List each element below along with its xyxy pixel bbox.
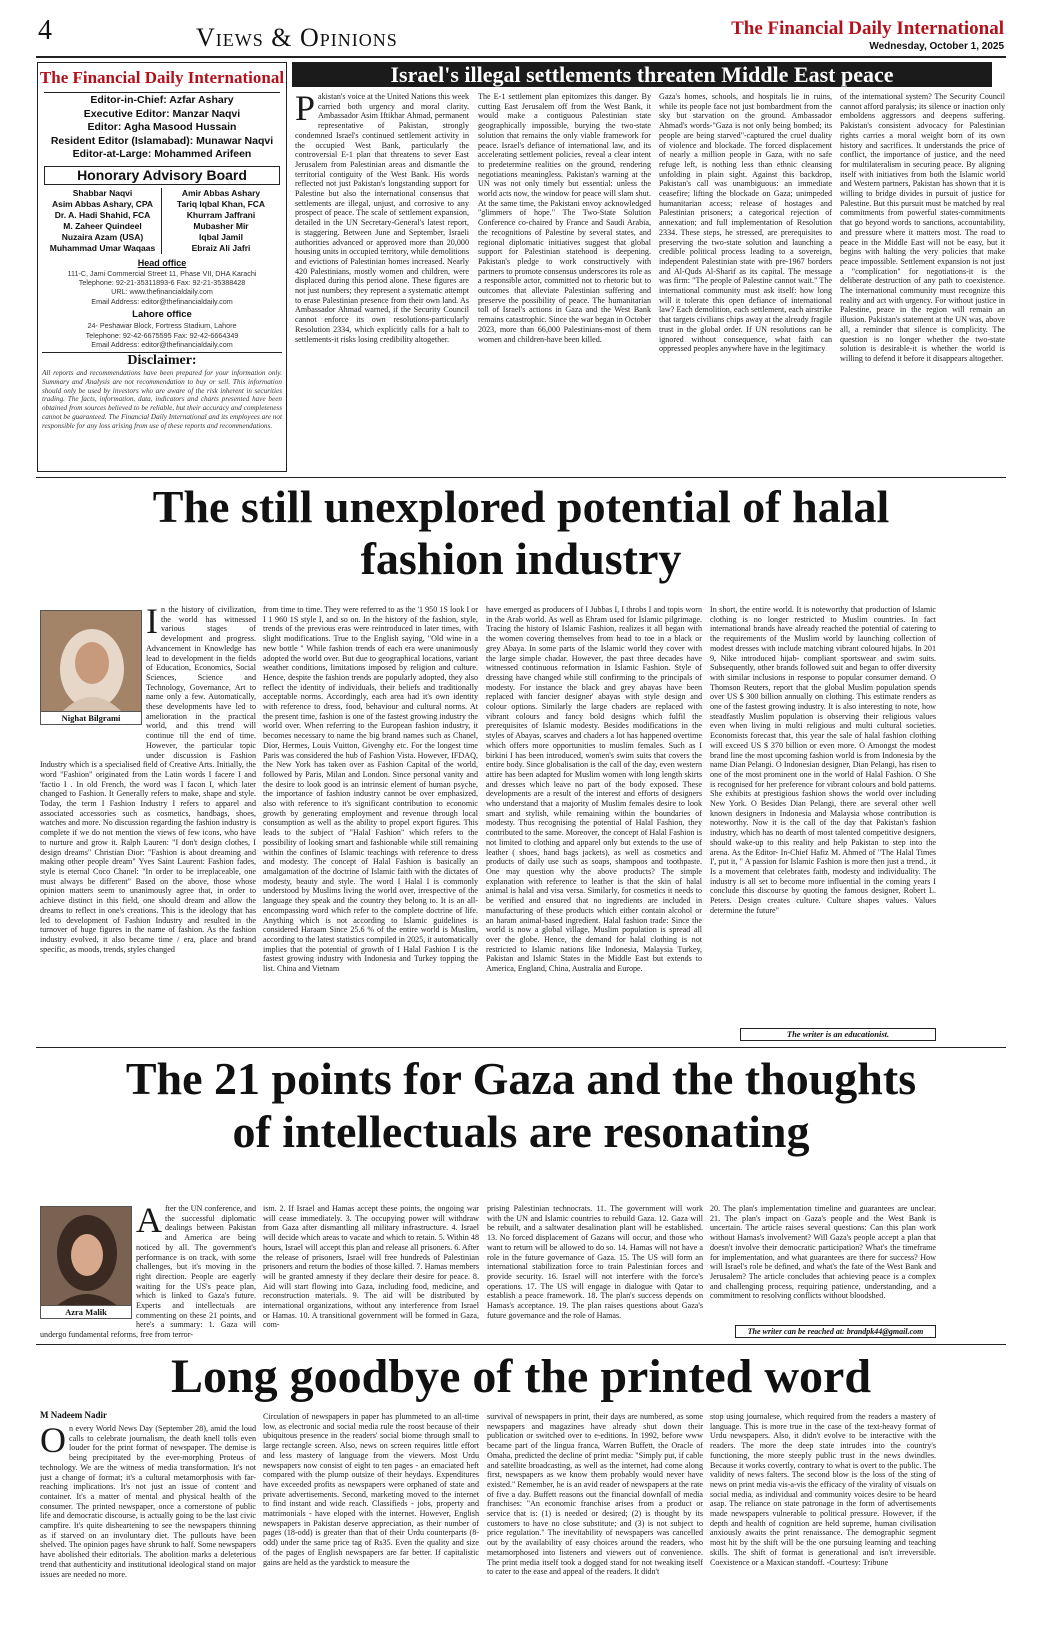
- advisor-name: Amir Abbas Ashary: [181, 187, 261, 198]
- photo-spacer: [40, 1204, 136, 1321]
- headline-line: The still unexplored potential of halal: [152, 481, 890, 532]
- advisor-name: Khurram Jaffrani: [186, 209, 256, 220]
- editor-line: Resident Editor (Islamabad): Munawar Naqvi: [50, 134, 274, 147]
- address-line: Email Address: editor@thefinancialdaily.com: [91, 296, 233, 306]
- article3-headline: [36, 1052, 1006, 1158]
- article1-column: of the international system? The Security Council cannot afford paralysis; its silence or inaction only emboldens aggressors and deepens suffering. Pakistan's consistent advocacy for Palestinian rights carries a moral weight born of its own history and sacrifices. It understands the price of conflict, the importance of justice, and the need for multilateralism in securing peace. By aligning itself with initiatives from both the Islamic world and Western partners, Pakistan has shown that it is willing to bridge divides in pursuit of justice for Palestine. But this pursuit must be matched by real commitments from powerful states-commitments that go beyond words to sanctions, accountability, and pressure where it matters most. The road to peace in the Middle East will not be easy, but it begins with halting the very policies that make peace impossible. Settlement expansion is not just a "complication" for negotiations-it is the deliberate destruction of any path to coexistence. The international community must recognize this reality and act with urgency. For without justice in Palestine, peace in the region will remain an illusion. Pakistan's statement at the UN was, above all, a reminder that silence is complicity. The question is no longer whether the two-state solution is desirable-it is whether the world is willing to defend it before it disappears altogether.: [840, 92, 1005, 363]
- photo-spacer: [40, 605, 146, 757]
- advisor-name: Mubasher Mir: [193, 220, 249, 231]
- section-title: Views & Opinions: [196, 23, 398, 52]
- article3-column: 20. The plan's implementation timeline and guarantees are unclear. 21. The plan's impact on Gaza's people and the West Bank is uncertain. The article raises several questions: Can this plan work without Hamas's involvement? Will Gaza's people accept a plan that doesn't involve their democratic participation? What's the timeframe for implementation, and what guarantees are there for success? How will Israel's role be defined, and what's the fate of the West Bank and Jerusalem? The article concludes that achieving peace is a complex and challenging process, requiring patience, understanding, and a commitment to resolving conflicts without bloodshed.: [710, 1204, 936, 1301]
- address-line: Telephone: 92-42-6675595 Fax: 92-42-6664349: [85, 330, 239, 340]
- disclaimer-text: All reports and recommendations have been prepared for your information only. Summary and Analysis are not recommendation to buy or sell. This information should only be used by investors who are aware of the risk inherent in securities trading. The facts, information, data, indicators and charts presented have been obtained from sources believed to be reliable, but their accuracy and completeness cannot be guaranteed. The Financial Daily International and its employees are not responsible for any loss arising from use of these reports and recommendations.: [42, 369, 282, 430]
- headline-line: The 21 points for Gaza and the thoughts: [125, 1053, 917, 1104]
- advisory-board: [44, 188, 280, 254]
- advisor-name: Tariq Iqbal Khan, FCA: [176, 198, 266, 209]
- header-rule: [36, 56, 1006, 58]
- section-rule: [36, 477, 1006, 478]
- header-date: Wednesday, October 1, 2025: [869, 41, 1004, 52]
- address-line: URL: www.thefinancialdaily.com: [111, 287, 213, 297]
- advisor-name: Asim Abbas Ashary, CPA: [51, 198, 154, 209]
- editor-line: Editor-at-Large: Mohammed Arifeen: [72, 148, 252, 160]
- headline-line: fashion industry: [360, 533, 682, 584]
- editors-list: [38, 94, 286, 162]
- address-line: Telephone: 92-21-35311893-6 Fax: 92-21-35388428: [78, 277, 246, 287]
- address-line: Email Address: editor@thefinancialdaily.com: [91, 339, 233, 349]
- dropcap: P: [295, 92, 316, 128]
- editor-line: Editor: Agha Masood Hussain: [87, 121, 237, 133]
- advisory-title: Honorary Advisory Board: [44, 166, 280, 185]
- header-paper-name: The Financial Daily International: [731, 18, 1004, 39]
- article2-column: In short, the entire world. It is noteworthy that production of Islamic clothing is no longer restricted to Muslim countries. In fact international brands have already reached the potential of catering to the requirements of the Muslim world by launching collection of modest dresses with include matching vibrant coloured hijabs. In 201 9, Nike introduced hijab- compliant sportswear and swim suits. Subsequently, other brands followed suit and began to offer diversity with similar inclusions in response to popular consumer demand. O Thomson Reuters, report that the global Muslim population spends over US $ 300 billion annually on clothing. This estimate renders as one of the fastest growing industry. It is also interesting to note, how steadfastly Muslim population is observing their religious values even when living in multi religious and multi cultural societies. Economists forecast that, this year the sale of halal fashion clothing will exceed US $ 370 billion or even more. O Amongst the modest brand line the most upcoming fashion world is from Indonesia by the name Dian Pelangi. O Indonesian designer, Dian Pelangi, has risen to one of the most prominent one in the world of Halal Fashion. O She is recognised for her preference for vibrant colours and bold patterns. She exhibits at prestigious fashion shows the world over including New York. O Besides Dian Pelangi, there are several other well known designers in Indonesia and Malaysia whose contribution is noteworthy. Now it is the call of the day that Pakistan's fashion industry, which has no dearth of most talented competitive designers, should wake-up to this reality and help Pakistan to step into the arena. As the Editor- In-Chief Hafiz M. Ahmed of "The Halal Times I', put it, " A passion for Islamic Fashion is more then just a trend., .it Is a movement that celebrates faith, modesty and individuality. The industry is all set to become more influential in the coming years I conclude this discourse by quoting the famous designer, Robert L. Peters. Design creates culture. Culture shapes values. Values determine the future": [710, 605, 936, 915]
- editor-line: Executive Editor: Manzar Naqvi: [83, 107, 241, 120]
- article2-headline: [36, 481, 1006, 585]
- masthead-paper-name: The Financial Daily International: [39, 68, 285, 87]
- article1-headline: Israel's illegal settlements threaten Middle East peace: [292, 62, 992, 87]
- article2-column: In the history of civilization, the world has witnessed various stages of development and progress. Advancement in Knowledge has lead to development in the fields of Education, Economics, Social Sciences, Science and Technology, Governance, Art to name only a few. Automatically, these developments have led to amelioration in the practical world, and this trend will continue till the end of time. However, the particular topic under discussion is Fashion Industry which is a specialised field of Creative Arts. Initially, the word "Fashion" originated from the Latin words I facere I and 'factio I . In old French, the word was I facon I, which later changed to Fashion. It Generally refers to make, shape and style. Today, the term I Fashion Industry I refers to apparel and associated accessories such as cosmetics, handbags, shoes, watches and more. No discussion regarding the fashion industry is complete if we do not mention the views of few icons, who have to nurture and grow it. Ralph Lauren: "I don't design clothes, I design dreams" Christian Dior: "Fashion is about dreaming and making other people dream" Yves Saint Laurent: Fashion fades, style is eternal Coco Chanel: "In order to be irreplaceable, one must always be different" Based on the above, those whose opinion matters seem to unanimously agree that, in order to achieve distinct in this field, one should dream and allow the dreams to reflect in one's creations. This is the ideology that has led to development of Fashion Industry and resulted in the turnover of huge figures in the name of fashion. As the fashion industry evolved, it also became time / era, place and brand specific, as moods, trends, styles changed: [40, 605, 256, 954]
- advisory-left-column: [44, 188, 162, 254]
- article2-column: from time to time. They were referred to as the '1 950 1S look I or I 1 960 1S style I, and so on. In the history of the fashion, style, trends of the previous eras were reintroduced in later times, with slight modifications. True to the English saying, "Old wine in a new bottle " While fashion trends of each era were unanimously adopted the world over. But due to geographical locations, variant weather conditions, limitations imposed by religion and culture. Hence, despite the fashion trends are popularly adopted, they also reflect the identity of individuals, their beliefs and traditionally acceptable norms. Accordingly, each area had it's own identity with reference to dress, food, behaviour and cultural norms. At the present time, fashion is one of the fastest growing industry the world over. When referring to the European fashion industry, it becomes necessary to name the big brand names such as Chanel, Dior, Hermes, Louis Vuitton, Givenghy etc. For the longest time Paris was considered the hub of Fashion Vista. However, IFDAQ, the New York has taken over as Fashion Capital of the world, followed by Paris, Milan and London. Since personal vanity and the desire to look good is an intrinsic element of human psyche, the importance of fashion industry cannot be over emphasized, also with reference to it's significant contribution to economic growth by generating employment and revenue through local consumption as well as the ability to propel export figures. This leads to the subject of "Halal Fashion" which refers to the possibility of looking smart and fashionable while still remaining within the confines of Islamic teachings with reference to dress and modesty. The concept of Halal Fashion is basically an amalgamation of the doctrine of Islamic faith with the dictates of modesty, beauty and style. The word I Halal I is commonly understood by Muslims living the world over, irrespective of the language they speak and the country they belong to. It is an all-encompassing word which refer to the complete doctrine of life. Anything which is not according to Islamic guidelines is considered Haraam Since 25.6 % of the entire world is Muslim, according to the latest statistics compiled in 2025, it automatically implies that the potential of growth of I Halal Fashion I is the fastest growing industry with Indonesia and Turkey topping the list. China and Vietnam: [263, 605, 478, 974]
- advisor-name: Ebraiz Ali Jafri: [191, 242, 251, 253]
- disclaimer-box: [42, 352, 282, 430]
- article4-column: survival of newspapers in print, their days are numbered, as some newspapers and magazines have already shut down their publication or switched over to e-editions. In 1992, before www became part of the lingua franca, Warren Buffett, the Oracle of Omaha, predicted the decline of print media: "Simply put, if cable and satellite broadcasting, as well as the internet, had come along first, newspapers as we know them probably would never have existed." Remember, he is an avid reader of newspapers at the rate of five a day. Buffett reasons out the financial downfall of media franchises: "An economic franchise arises from a product or service that is: (1) is needed or desired; (2) is thought by its customers to have no close substitute; and (3) is not subject to price regulation." The inevitability of newspapers was cancelled out by the availability of easy choices around the readers, who metamorphosed into listeners and viewers out of convenience. The print media itself took a dogged stand for not tweaking itself to cater to the ease and appeal of the readers. It didn't: [487, 1412, 703, 1577]
- address-line: 24- Peshawar Block, Fortress Stadium, Lahore: [87, 321, 237, 331]
- advisor-name: Nuzaira Azam (USA): [61, 231, 144, 242]
- article1-column: The E-1 settlement plan epitomizes this danger. By cutting East Jerusalem off from the West Bank, it would make a contiguous Palestinian state geographically impossible, burying the two-state solution that remains the only viable framework for peace. Israel's defiance of international law, and its accelerating settlement policies, reveal a clear intent to predetermine realities on the ground, rendering negotiations meaningless. Pakistan's warning at the UN was not only timely but essential: unless the world acts now, the window for peace will slam shut. At the same time, the Pakistani envoy acknowledged "glimmers of hope." The Two-State Solution Conference co-chaired by France and Saudi Arabia, the recognitions of Palestine by several states, and regional diplomatic initiatives suggest that global support for Palestinian statehood is deepening. Pakistan's pledge to work constructively with partners to promote consensus underscores its role as a responsible actor, committed not to rhetoric but to outcomes that alleviate Palestinian suffering and preserve the possibility of peace. The humanitarian toll of Israel's actions in Gaza and the West Bank remains catastrophic. Since the war began in October 2023, more than 66,000 Palestinians-most of them women and children-have been killed.: [478, 92, 651, 344]
- disclaimer-title: Disclaimer:: [127, 353, 197, 369]
- page-number: 4: [38, 15, 52, 46]
- editor-line: Editor-in-Chief: Azfar Ashary: [90, 94, 234, 106]
- dropcap: O: [40, 1424, 66, 1460]
- article2-footer: The writer is an educationist.: [740, 1028, 936, 1041]
- article1-column: Gaza's homes, schools, and hospitals lie in ruins, while its people face not just bombardment from the sky but starvation on the ground. Ambassador Ahmad's words-"Gaza is not only being bombed; its people are being starved"-captured the cruel duality of violence and blockade. The forced displacement of nearly a million people in Gaza, with no safe refuge left, is nothing less than ethnic cleansing unfolding in plain sight. Against this backdrop, Pakistan's call was unambiguous: an immediate ceasefire; lifting the blockade on Gaza; unimpeded humanitarian access; release of hostages and Palestinian prisoners; a categorical rejection of annexation; and full implementation of Resolution 2334. These steps, he stressed, are prerequisites to preserving the two-state solution and launching a credible political process leading to a sovereign, independent Palestinian state with pre-1967 borders and Al-Quds Al-Sharif as its capital. The message was firm: "The people of Palestine cannot wait." The international community must ask itself: how long will it tolerate this open defiance of international law? Each demolition, each settlement, each airstrike that targets civilians chips away at the already fragile trust in the global order. If UN resolutions can be ignored without consequence, what faith can oppressed peoples anywhere have in the legitimacy: [659, 92, 832, 354]
- article2-column: have emerged as producers of I Jubbas I, I throbs I and topis worn in the Arab world. As well as Ehram used for Islamic pilgrimage. Tracing the history of Islamic Fashion, realizes it all began with the women covering themselves from head to toe in a black or grey Abaya. In some parts of the Islamic world they cover with the large simple chadar. However, the past three decades have witnessed continuous reformation in Islamic Fashion. Style of dressing have changed while still confirming to the principals of modesty. For instance the black and grey abayas have been replaced with fancier designer' abayas with style design and colour options. Similarly the large chaders are replaced with vibrant colours and fancy bold designs which fulfil the prerequisites of Islamic modesty. Besides modifications in the styles of Abayas, scarves and chaders a lot has happened overtime which offers more opportunities to muslim females. Such as I birkini I has been introduced, women's swim suits that covers the entire body. Since globalisation is the call of the day, even western attire has been adapted for Muslim women with long length skirts and dresses which leave no part of the body exposed. These developments are a result of the interest and efforts of designers who understand that a majority of Muslim females desire to look smart and stylish, while remaining within the boundaries of modesty. Thus recognising the potential of Halal Fashion, they contributed to the same. Moreover, the concept of Halal Fashion is not limited to clothing and apparel only but extends to the use of leather ( shoes, hand bags jackets), as well as cosmetics and products of daily use such as soaps, shampoos and toothpaste. One may question why the above products? The simple explanation with reference to leather is that the skin of halal animal is halal and visa versa. Similarly, for cosmetics it needs to be verified and ensured that no ingredients are included in manufacturing of these products which either contain alcohol or an haram animal-based ingredient. Halal fashion trade: Since the world is now a global village, Muslim population is spread all over the globe. Hence, the demand for halal clothing is not restricted to Islamic nations like Indonesia, Malaysia Turkey, Pakistan and Islamic States in the Middle East but extends to America, England, China, Australia and Europe.: [486, 605, 702, 974]
- article3-column: After the UN conference, and the successful diplomatic dealings between Pakistan and America are being noticed by all. The government's performance is on track, with some challenges, but it's moving in the right direction. People are eagerly waiting for the US's peace plan, which is linked to Gaza's future. Experts and intellectuals are commenting on these 21 points, and here's a summary: 1. Gaza will undergo fundamental reforms, free from terror-: [40, 1204, 256, 1339]
- advisor-name: Muhammad Umar Waqaas: [49, 242, 156, 253]
- headline-line: of intellectuals are resonating: [232, 1106, 810, 1157]
- masthead-box: [37, 62, 287, 472]
- lahore-office-address: [38, 321, 286, 349]
- advisor-name: Shabbar Naqvi: [72, 187, 133, 198]
- article4-column: On every World News Day (September 28), amid the loud calls to celebrate journalism, the death knell tolls even louder for the print format of newspaper. The demise is being precipitated by the ever-morphing Proteus of technology. We are the witness of media transformation. It's not just a change of format; it's a cultural metamorphosis with far-reaching implications. It's not just an issue of content and container. It's a matter of mental and physical health of the consumer. The printed newspaper, once a cornerstone of public life and democratic discourse, is actually going to be the last civic campfire. It's quite disheartening to see the newspapers thinning as if starved on an involuntary diet. The pullouts have been shelved. The opinion pages have shrunk to half. Some newspapers have abolished their editorials. The abolition marks a deleterious trend that authenticity and institutional ideological stand on major issues are needed no more.: [40, 1424, 256, 1579]
- article4-author: M Nadeem Nadir: [40, 1410, 107, 1420]
- dropcap: I: [146, 605, 158, 641]
- dropcap: A: [136, 1204, 162, 1240]
- advisor-name: Dr. A. Hadi Shahid, FCA: [54, 209, 151, 220]
- article3-column: prising Palestinian technocrats. 11. The government will work with the UN and Islamic countries to rebuild Gaza. 12. Gaza will be rebuilt, and a saltwater desalination plant will be established. 13. No forced displacement of Gazans will occur, and those who want to return will be allowed to do so. 14. Hamas will not have a role in the future governance of Gaza. 15. The US will form an international stabilization force to train Palestinian forces and provide security. 16. Israel will not interfere with the force's operations. 17. The US will engage in dialogue with Qatar to establish a peace framework. 18. The plan's success depends on Hamas's acceptance. 19. The plan raises questions about Gaza's future governance and the role of Hamas.: [487, 1204, 703, 1320]
- author-caption: Nighat Bilgrami: [41, 711, 141, 724]
- advisor-name: Iqbal Jamil: [199, 231, 243, 242]
- head-office-title: Head office: [137, 257, 187, 268]
- article4-column: stop using journalese, which required from the readers a mastery of language. This is more true in the case of the text-heavy format of Urdu newspapers. Also, it didn't evolve to be interactive with the readers. The more the deep state intrudes into the country's functioning, the more steeply public trust in the news dwindles. Because it works covertly, contrary to what is overt to the public. The validity of news falters. The second blow is the loss of the sting of news on print media vis-a-vis the efficacy of the virality of visuals on social media, as individual and community voices desire to be heard asap. The reliance on state patronage in the form of advertisements made newspapers vulnerable to political pressure. However, if the depth and health of cognition are held supreme, human civilisation anxiously awaits the print renaissance. The demographic segment most hit by the shift will be the one pursuing learning and teaching skills. The shift of format is generational and isn't irreversible. Coexistence or a Maxican standoff. -Courtesy: Tribune: [710, 1412, 936, 1567]
- advisor-name: M. Zaheer Quindeel: [63, 220, 142, 231]
- article1-column: Pakistan's voice at the United Nations this week carried both urgency and moral clarity. Ambassador Asim Iftikhar Ahmad, permanent representative of Pakistan, strongly condemned Israel's continued settlement activity in the occupied West Bank, particularly the controversial E-1 plan that threatens to sever East Jerusalem from Palestinian areas and dismantle the territorial contiguity of the West Bank. His words reflected not just Pakistan's longstanding support for Palestine but also the international consensus that settlements are illegal, unjust, and corrosive to any prospect of peace. The scale of settlement expansion, detailed in the UN Secretary-General's latest report, is staggering. Between June and September, Israeli authorities advanced or approved more than 20,000 housing units in occupied territory, while demolitions and evictions of Palestinian homes increased. Nearly 420 Palestinians, mostly women and children, were displaced during this period alone. These figures are not just numbers; they represent a systematic attempt to erase Palestinian presence from their own land. As Ambassador Ahmad warned, if the Security Council cannot enforce its own resolutions-particularly Resolution 2334, which explicitly calls for a halt to settlements-it risks losing credibility altogether.: [295, 92, 469, 344]
- article3-column: ism. 2. If Israel and Hamas accept these points, the ongoing war will cease immediately. 3. The occupying power will withdraw from Gaza after dismantling all military infrastructure. 4. Israel will decide which areas to vacate and which to retain. 5. Within 48 hours, Israel will accept this plan and release all prisoners. 6. After the release of prisoners, Israel will free hundreds of Palestinian prisoners and return the bodies of those killed. 7. Hamas members will be granted amnesty if they declare their desire for peace. 8. Aid will start flowing into Gaza, including food, medicine, and reconstruction materials. 9. The aid will be distributed by international organizations, without any interference from Israel or Hamas. 10. A transitional government will be formed in Gaza, com-: [263, 1204, 479, 1330]
- article4-headline: Long goodbye of the printed word: [170, 1350, 872, 1403]
- article3-footer: The writer can be reached at: brandpk44@gmail.com: [735, 1325, 936, 1338]
- masthead-rule: [44, 92, 280, 93]
- article4-column: Circulation of newspapers in paper has plummeted to an all-time low, as electronic and social media rule the roost because of their ubiquitous presence in the readers' social biome through small to large rectangle screen. Also, news on screen requires little effort and less mastery of language from the viewers. Most Urdu newspapers now consist of eight to ten pages - an emaciated heft compared with the plump outsize of their heydays. Expenditures have exceeded profits as newspapers were orphaned of state and private advertisements. Second, marketing moved to the internet to find instant and wide reach. Classifieds - jobs, property and matrimonials - have eloped with the internet. However, English newspapers in Pakistan deserve appreciation, as their number of pages (18-odd) is greater than that of their Urdu counterparts (8-odd) under the same price tag of Rs35. Even the quality and size of the pages of English newspapers are far better. If capitalistic gains are held as the yardstick to measure the: [263, 1412, 479, 1567]
- lahore-office-title: Lahore office: [132, 309, 192, 321]
- section-rule: [36, 1047, 1006, 1048]
- advisory-right-column: [162, 188, 280, 254]
- head-office-address: [38, 269, 286, 307]
- author-caption: Azra Malik: [41, 1305, 131, 1318]
- section-rule: [36, 1344, 1006, 1345]
- address-line: 111-C, Jami Commercial Street 11, Phase VII, DHA Karachi: [67, 268, 257, 278]
